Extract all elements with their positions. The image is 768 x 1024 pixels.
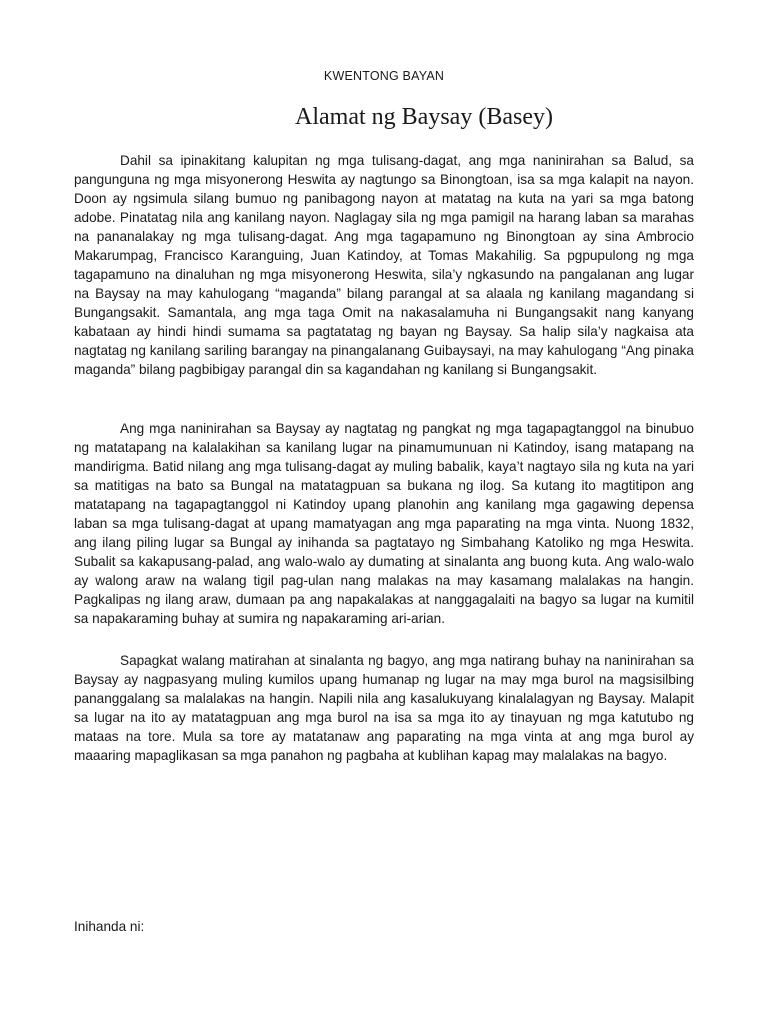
paragraph-2-text: Ang mga naninirahan sa Baysay ay nagtatag ng pangkat ng mga tagapagtanggol na binubuo ng matatapang na kalalakihan sa kanilang lugar na pinamumunuan ni Katindoy, isang matapang na mandirigma. Batid nilang ang mga tulisang-dagat ay muling babalik, kaya’t nagtayo sila ng kuta na yari sa matitigas na bato sa Bungal na matatagpuan sa bukana ng ilog. Sa kutang ito magtitipon ang matatapang na tagapagtanggol ni Katindoy upang planohin ang kanilang mga gagawing depensa laban sa mga tulisang-dagat at upang mamatyagan ang mga paparating na mga vinta. Nuong 1832, ang ilang piling lugar sa Bungal ay inihanda sa pagtatayo ng Simbahang Katoliko ng mga Heswita. Subalit sa kakapusang-palad, ang walo-walo ay dumating at sinalanta ang buong kuta. Ang walo-walo ay walong araw na walang tigil pag-ulan nang malakas na may kasamang malalakas na hangin. Pagkalipas ng ilang araw, dumaan pa ang napakalakas at nanggagalaiti na bagyo sa lugar na kumitil sa napakaraming buhay at sumira ng napakaraming ari-arian. [74, 421, 694, 626]
document-title: Alamat ng Baysay (Basey) [295, 104, 553, 130]
prepared-by-label: Inihanda ni: [74, 919, 145, 934]
paragraph-2 [74, 419, 694, 628]
paragraph-1 [74, 151, 694, 379]
document-header-label: KWENTONG BAYAN [323, 69, 445, 83]
paragraph-1-text: Dahil sa ipinakitang kalupitan ng mga tulisang-dagat, ang mga naninirahan sa Balud, sa pangunguna ng mga misyonerong Heswita ay nagtungo sa Binongtoan, isa sa mga kalapit na nayon. Doon ay ngsimula silang bumuo ng panibagong nayon at matatag na kuta na yari sa mga batong adobe. Pinatatag nila ang kanilang nayon. Naglagay sila ng mga pamigil na harang laban sa marahas na pananalakay ng mga tulisang-dagat. Ang mga tagapamuno ng Binongtoan ay sina Ambrocio Makarumpag, Francisco Karanguing, Juan Katindoy, at Tomas Makahilig. Sa pgpupulong ng mga tagapamuno na dinaluhan ng mga misyonerong Heswita, sila’y ngkasundo na pangalanan ang lugar na Baysay na may kahulogang “maganda” bilang parangal at sa alaala ng kanilang magandang si Bungangsakit. Samantala, ang mga taga Omit na nakasalamuha ni Bungangsakit nang kanyang kabataan ay hindi hindi sumama sa pagtatatag ng bayan ng Baysay. Sa halip sila’y nagkaisa ata nagtatag ng kanilang sariling barangay na pinangalanang Guibaysayi, na may kahulogang “Ang pinaka maganda” bilang pagbibigay parangal din sa kagandahan ng kanilang si Bungangsakit. [74, 153, 694, 377]
paragraph-3 [74, 651, 694, 765]
paragraph-3-text: Sapagkat walang matirahan at sinalanta ng bagyo, ang mga natirang buhay na naninirahan sa Baysay ay nagpasyang muling kumilos upang humanap ng lugar na may mga burol na magsisilbing pananggalang sa malalakas na hangin. Napili nila ang kasalukuyang kinalalagyan ng Baysay. Malapit sa lugar na ito ay matatagpuan ang mga burol na isa sa mga ito ay tinayuan ng mga katutubo ng mataas na tore. Mula sa tore ay matatanaw ang paparating na mga vinta at ang mga burol ay maaaring mapaglikasan sa mga panahon ng pagbaha at kublihan kapag may malalakas na bagyo. [74, 653, 694, 763]
